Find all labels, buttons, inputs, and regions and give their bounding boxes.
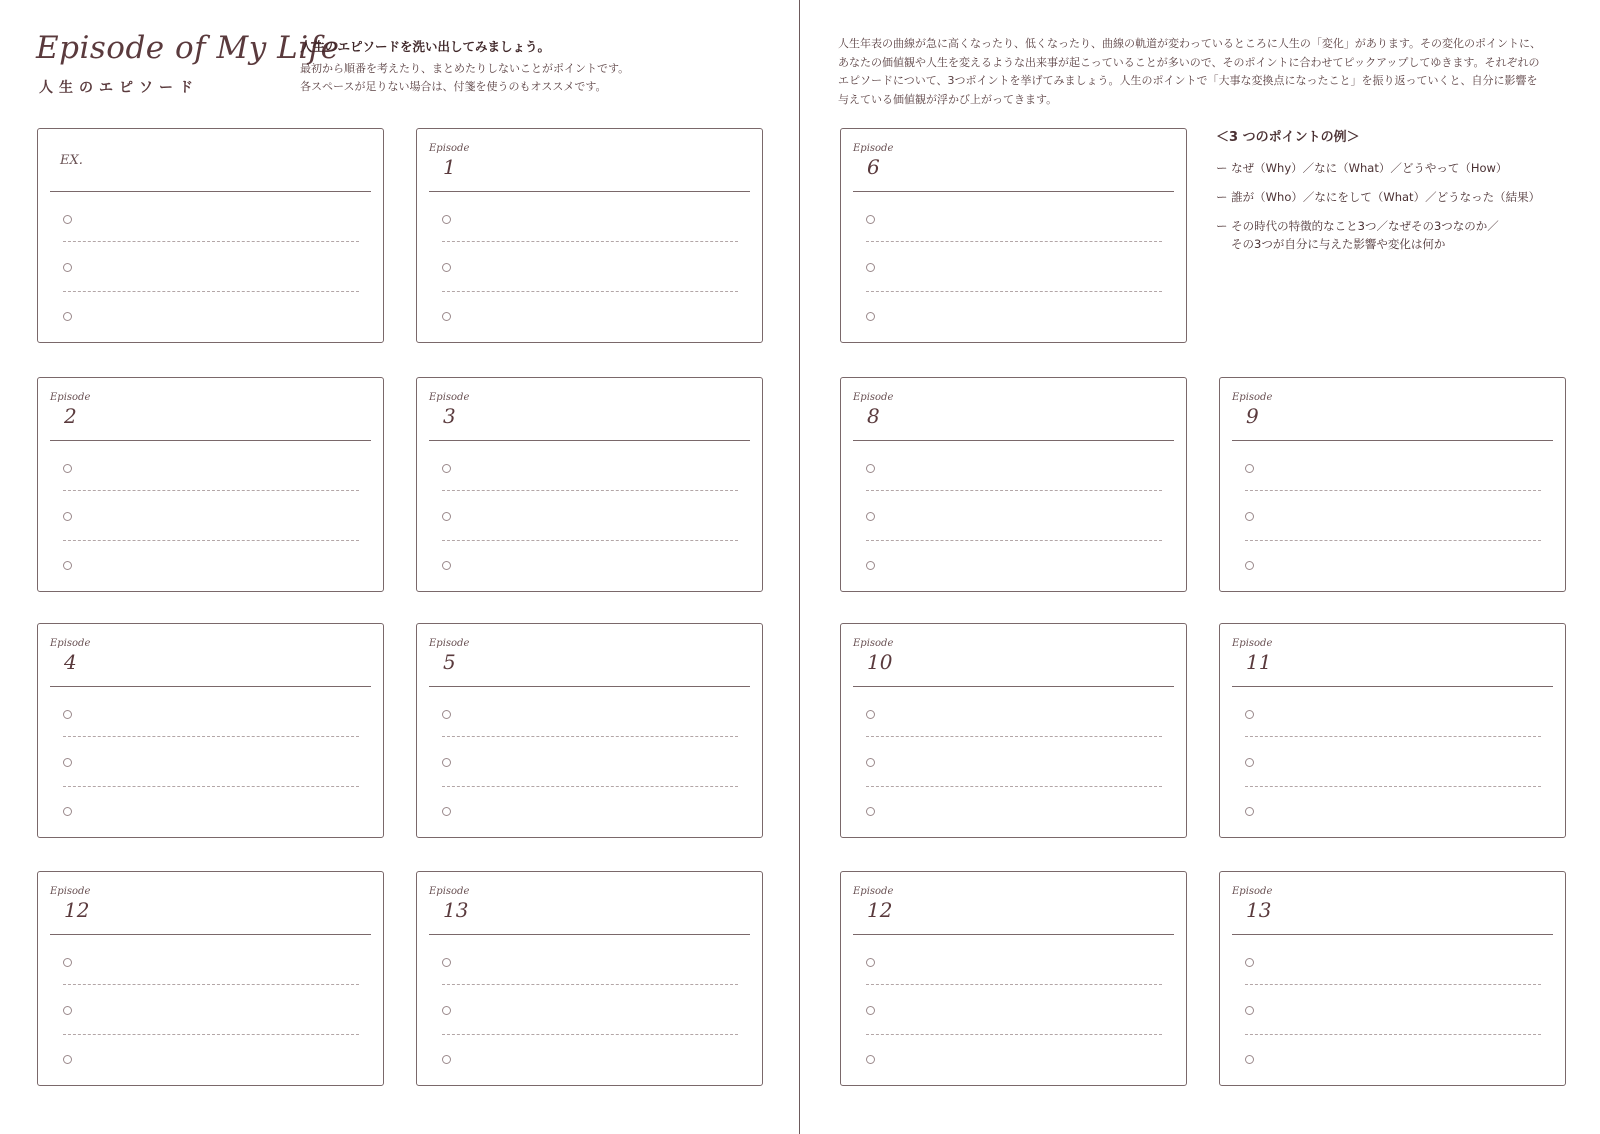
bullet-circle-icon bbox=[442, 1006, 451, 1015]
episode-card-13-left bbox=[416, 871, 763, 1086]
dashed-write-line bbox=[1245, 490, 1541, 491]
episode-card-8 bbox=[840, 377, 1187, 592]
dashed-write-line bbox=[866, 736, 1162, 737]
episode-card-9 bbox=[1219, 377, 1566, 592]
episode-label: Episode bbox=[853, 638, 894, 649]
episode-number: 10 bbox=[867, 650, 893, 674]
point-item-3-line-1: ー その時代の特徴的なこと3つ／なぜその3つなのか／ bbox=[1216, 219, 1499, 233]
dashed-write-line bbox=[442, 291, 738, 292]
bullet-circle-icon bbox=[866, 710, 875, 719]
episode-label: Episode bbox=[50, 886, 91, 897]
dashed-write-line bbox=[442, 984, 738, 985]
dashed-write-line bbox=[442, 241, 738, 242]
dashed-write-line bbox=[442, 1034, 738, 1035]
episode-number: 6 bbox=[867, 155, 880, 179]
page-title-script: Episode of My Life bbox=[36, 30, 340, 66]
episode-label: Episode bbox=[429, 886, 470, 897]
dashed-write-line bbox=[63, 291, 359, 292]
bullet-circle-icon bbox=[1245, 1055, 1254, 1064]
bullet-circle-icon bbox=[63, 215, 72, 224]
card-header-rule bbox=[853, 686, 1174, 687]
bullet-circle-icon bbox=[442, 710, 451, 719]
episode-card-3 bbox=[416, 377, 763, 592]
episode-label: Episode bbox=[429, 143, 470, 154]
episode-card-12-left bbox=[37, 871, 384, 1086]
bullet-circle-icon bbox=[442, 1055, 451, 1064]
dashed-write-line bbox=[866, 291, 1162, 292]
bullet-circle-icon bbox=[442, 464, 451, 473]
page-title-japanese: 人生のエピソード bbox=[39, 80, 199, 96]
episode-number: 5 bbox=[443, 650, 456, 674]
bullet-circle-icon bbox=[63, 512, 72, 521]
dashed-write-line bbox=[63, 736, 359, 737]
card-header-rule bbox=[50, 191, 371, 192]
episode-label: Episode bbox=[853, 886, 894, 897]
dashed-write-line bbox=[442, 490, 738, 491]
dashed-write-line bbox=[442, 540, 738, 541]
dashed-write-line bbox=[866, 490, 1162, 491]
episode-card-12-right bbox=[840, 871, 1187, 1086]
bullet-circle-icon bbox=[866, 464, 875, 473]
episode-number: 8 bbox=[867, 404, 880, 428]
dashed-write-line bbox=[1245, 786, 1541, 787]
episode-number: 2 bbox=[64, 404, 77, 428]
dashed-write-line bbox=[63, 984, 359, 985]
point-item-3 bbox=[1216, 217, 1586, 253]
bullet-circle-icon bbox=[866, 215, 875, 224]
bullet-circle-icon bbox=[63, 758, 72, 767]
episode-label: Episode bbox=[853, 392, 894, 403]
bullet-circle-icon bbox=[442, 312, 451, 321]
card-header-rule bbox=[853, 440, 1174, 441]
point-item-2: ー 誰が（Who）／なにをして（What）／どうなった（結果） bbox=[1216, 190, 1541, 204]
dashed-write-line bbox=[1245, 1034, 1541, 1035]
lead-line-2: 各スペースが足りない場合は、付箋を使うのもオススメです。 bbox=[300, 80, 607, 93]
intro-paragraph bbox=[838, 35, 1568, 109]
episode-label: Episode bbox=[1232, 638, 1273, 649]
dashed-write-line bbox=[442, 786, 738, 787]
bullet-circle-icon bbox=[866, 1055, 875, 1064]
dashed-write-line bbox=[1245, 736, 1541, 737]
bullet-circle-icon bbox=[866, 561, 875, 570]
bullet-circle-icon bbox=[63, 263, 72, 272]
bullet-circle-icon bbox=[63, 958, 72, 967]
card-header-rule bbox=[429, 440, 750, 441]
episode-number: 11 bbox=[1246, 650, 1272, 674]
dashed-write-line bbox=[63, 540, 359, 541]
dashed-write-line bbox=[63, 786, 359, 787]
bullet-circle-icon bbox=[442, 958, 451, 967]
bullet-circle-icon bbox=[866, 807, 875, 816]
page-spine bbox=[799, 0, 800, 1134]
bullet-circle-icon bbox=[1245, 710, 1254, 719]
bullet-circle-icon bbox=[1245, 758, 1254, 767]
episode-label: Episode bbox=[50, 392, 91, 403]
bullet-circle-icon bbox=[866, 1006, 875, 1015]
bullet-circle-icon bbox=[1245, 958, 1254, 967]
lead-line-1: 最初から順番を考えたり、まとめたりしないことがポイントです。 bbox=[300, 62, 630, 75]
episode-number: 4 bbox=[64, 650, 77, 674]
card-header-rule bbox=[429, 686, 750, 687]
episode-label: Episode bbox=[853, 143, 894, 154]
episode-label: Episode bbox=[1232, 886, 1273, 897]
card-header-rule bbox=[429, 934, 750, 935]
card-header-rule bbox=[853, 191, 1174, 192]
episode-number: 3 bbox=[443, 404, 456, 428]
intro-line-3: エピソードについて、3つポイントを挙げてみましょう。人生のポイントで「大事な変換点になったこと」を振り返っていくと、自分に影響を bbox=[838, 74, 1538, 87]
dashed-write-line bbox=[866, 786, 1162, 787]
episode-label: Episode bbox=[429, 392, 470, 403]
bullet-circle-icon bbox=[866, 758, 875, 767]
dashed-write-line bbox=[1245, 540, 1541, 541]
dashed-write-line bbox=[63, 241, 359, 242]
episode-number: 1 bbox=[443, 155, 456, 179]
bullet-circle-icon bbox=[1245, 807, 1254, 816]
bullet-circle-icon bbox=[442, 215, 451, 224]
bullet-circle-icon bbox=[1245, 561, 1254, 570]
card-header-rule bbox=[1232, 440, 1553, 441]
bullet-circle-icon bbox=[63, 561, 72, 570]
bullet-circle-icon bbox=[1245, 1006, 1254, 1015]
dashed-write-line bbox=[63, 490, 359, 491]
bullet-circle-icon bbox=[63, 312, 72, 321]
episode-label: Episode bbox=[1232, 392, 1273, 403]
bullet-circle-icon bbox=[63, 464, 72, 473]
bullet-circle-icon bbox=[866, 312, 875, 321]
episode-label: Episode bbox=[50, 638, 91, 649]
dashed-write-line bbox=[866, 984, 1162, 985]
point-item-1: ー なぜ（Why）／なに（What）／どうやって（How） bbox=[1216, 161, 1508, 175]
episode-label: Episode bbox=[429, 638, 470, 649]
intro-line-1: 人生年表の曲線が急に高くなったり、低くなったり、曲線の軌道が変わっているところに人生の「変化」があります。その変化のポイントに、 bbox=[838, 37, 1542, 50]
bullet-circle-icon bbox=[63, 1006, 72, 1015]
card-header-rule bbox=[853, 934, 1174, 935]
dashed-write-line bbox=[1245, 984, 1541, 985]
episode-card-11 bbox=[1219, 623, 1566, 838]
point-item-3-line-2: その3つが自分に与えた影響や変化は何か bbox=[1231, 237, 1446, 251]
episode-number: 12 bbox=[867, 898, 893, 922]
card-header-rule bbox=[1232, 934, 1553, 935]
card-header-rule bbox=[1232, 686, 1553, 687]
bullet-circle-icon bbox=[866, 958, 875, 967]
episode-number: 13 bbox=[443, 898, 469, 922]
bullet-circle-icon bbox=[442, 263, 451, 272]
episode-number: 12 bbox=[64, 898, 90, 922]
dashed-write-line bbox=[442, 736, 738, 737]
bullet-circle-icon bbox=[1245, 464, 1254, 473]
dashed-write-line bbox=[866, 241, 1162, 242]
intro-line-2: あなたの価値観や人生を変えるような出来事が起こっていることが多いので、そのポイントに合わせてピックアップしてゆきます。それぞれの bbox=[838, 55, 1540, 69]
bullet-circle-icon bbox=[442, 561, 451, 570]
episode-card-10 bbox=[840, 623, 1187, 838]
lead-heading: 人生のエピソードを洗い出してみましょう。 bbox=[300, 39, 551, 54]
episode-card-example bbox=[37, 128, 384, 343]
bullet-circle-icon bbox=[442, 512, 451, 521]
bullet-circle-icon bbox=[63, 710, 72, 719]
bullet-circle-icon bbox=[63, 1055, 72, 1064]
episode-card-5 bbox=[416, 623, 763, 838]
bullet-circle-icon bbox=[442, 807, 451, 816]
episode-card-1 bbox=[416, 128, 763, 343]
points-title: ＜3 つのポイントの例＞ bbox=[1216, 130, 1360, 145]
card-header-rule bbox=[50, 934, 371, 935]
card-header-rule bbox=[50, 440, 371, 441]
episode-card-6 bbox=[840, 128, 1187, 343]
bullet-circle-icon bbox=[442, 758, 451, 767]
episode-number: 13 bbox=[1246, 898, 1272, 922]
episode-example-label: EX. bbox=[60, 153, 83, 168]
card-header-rule bbox=[429, 191, 750, 192]
bullet-circle-icon bbox=[866, 512, 875, 521]
intro-line-4: 与えている価値観が浮かび上がってきます。 bbox=[838, 92, 1058, 106]
bullet-circle-icon bbox=[63, 807, 72, 816]
dashed-write-line bbox=[63, 1034, 359, 1035]
card-header-rule bbox=[50, 686, 371, 687]
episode-card-2 bbox=[37, 377, 384, 592]
three-points-examples bbox=[1216, 126, 1586, 264]
dashed-write-line bbox=[866, 540, 1162, 541]
dashed-write-line bbox=[866, 1034, 1162, 1035]
bullet-circle-icon bbox=[866, 263, 875, 272]
episode-card-4 bbox=[37, 623, 384, 838]
episode-number: 9 bbox=[1246, 404, 1259, 428]
bullet-circle-icon bbox=[1245, 512, 1254, 521]
episode-card-13-right bbox=[1219, 871, 1566, 1086]
